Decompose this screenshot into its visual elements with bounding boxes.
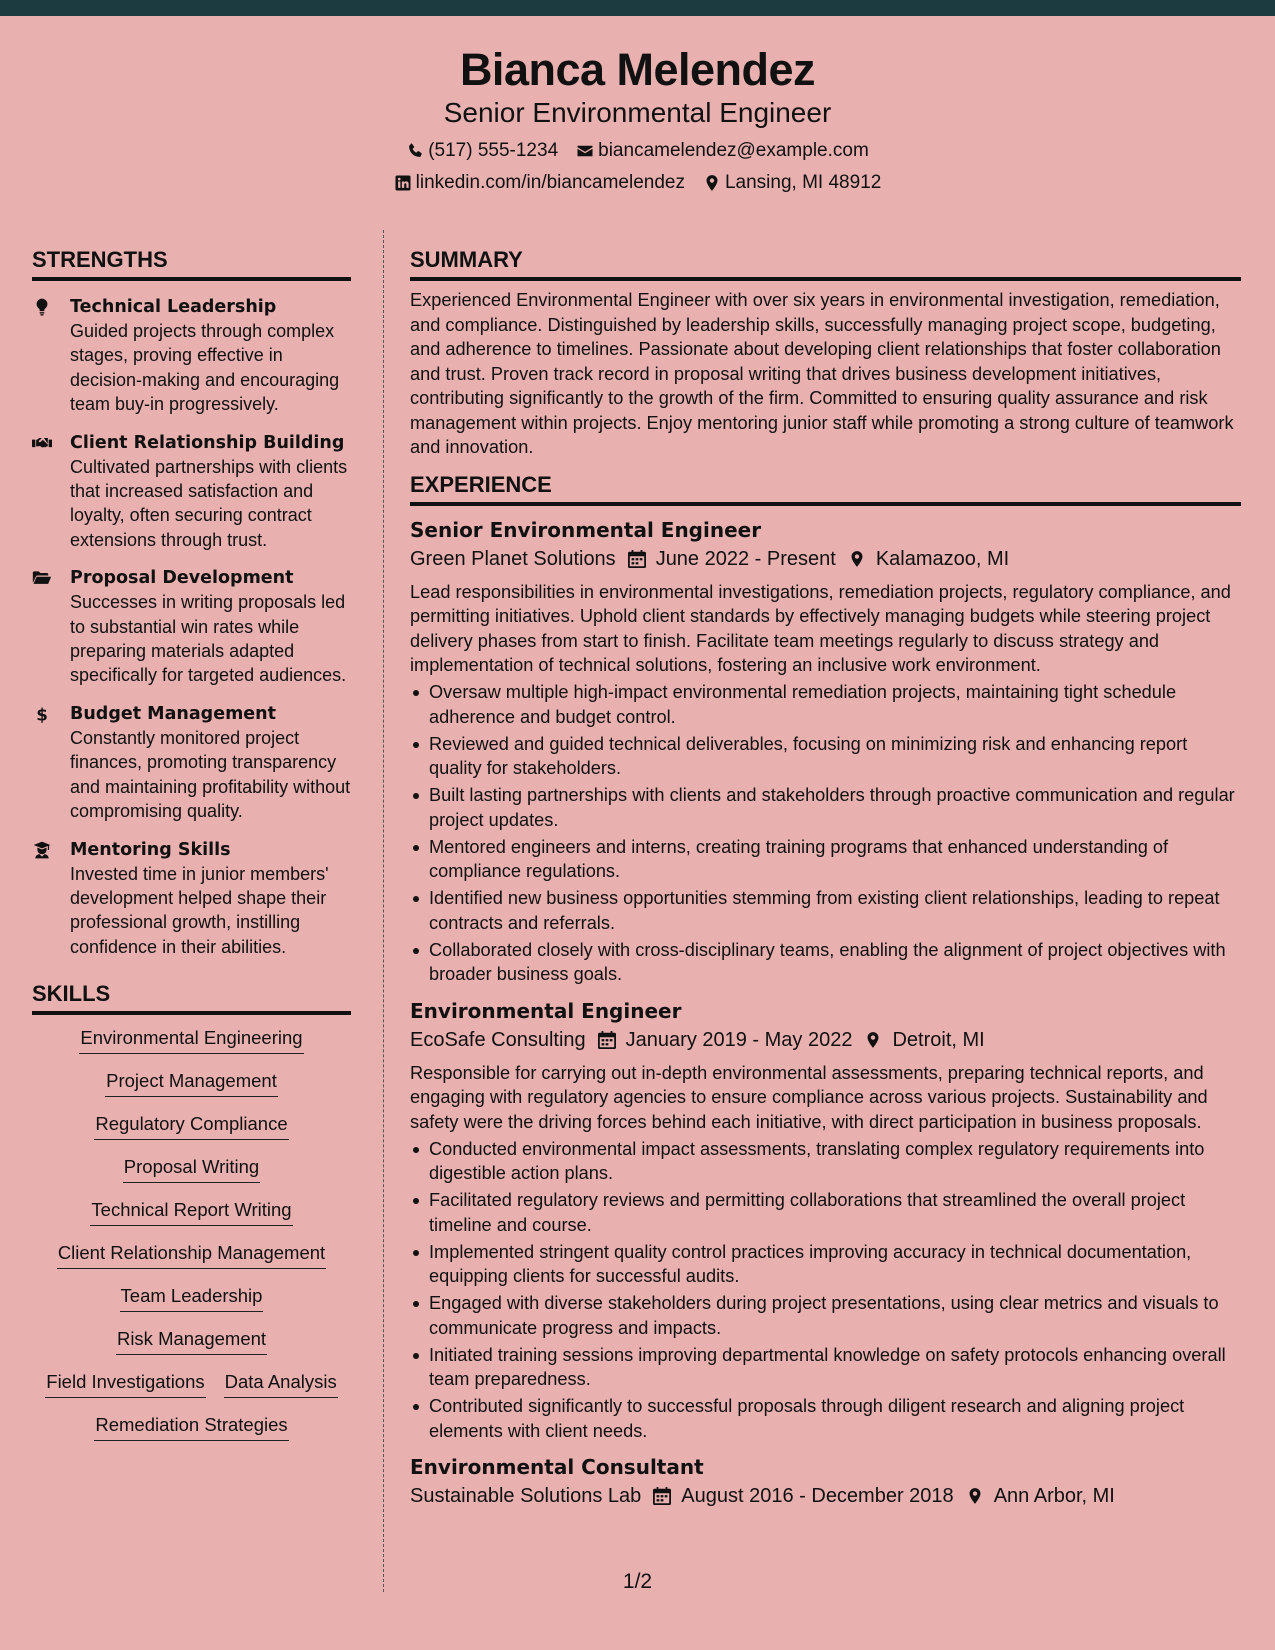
skill-row: [32, 1369, 351, 1398]
bullet-item: Initiated training sessions improving departmental knowledge on safety protocols enhancing overall team preparedness.: [410, 1343, 1241, 1392]
skill-row: [32, 1197, 351, 1226]
strength-item: [32, 566, 351, 688]
dollar-icon: [32, 704, 52, 724]
map-pin-icon: [848, 549, 866, 569]
skill-tag: Environmental Engineering: [79, 1025, 303, 1054]
skills-list: [32, 1025, 351, 1441]
email-contact[interactable]: [576, 140, 869, 162]
job-dates: August 2016 - December 2018: [681, 1485, 954, 1507]
strength-title: Mentoring Skills: [70, 839, 231, 860]
skill-row: [32, 1025, 351, 1054]
strength-desc: Successes in writing proposals led to substantial win rates while preparing materials adapted specifically for targeted audiences.: [70, 592, 347, 686]
experience-heading: EXPERIENCE: [410, 470, 1241, 506]
job-description: Lead responsibilities in environmental investigations, remediation projects, regulatory compliance, and permitting initiatives. Uphold client standards by effectively managing budgets while steering project delivery phases from start to finish. Facilitate team meetings regularly to discuss strategy and implementation of technical solutions, fostering an inclusive work environment.: [410, 581, 1231, 675]
map-pin-icon: [703, 174, 721, 192]
location-contact: [703, 172, 881, 194]
job-location: Ann Arbor, MI: [993, 1485, 1115, 1507]
phone-contact: [406, 140, 558, 162]
job-meta: [410, 1481, 1241, 1511]
phone-icon: [406, 142, 424, 160]
bullet-item: Reviewed and guided technical deliverables, focusing on minimizing risk and enhancing report quality for stakeholders.: [410, 732, 1241, 781]
job-company: Sustainable Solutions Lab: [410, 1485, 642, 1507]
skill-tag: Client Relationship Management: [57, 1240, 326, 1269]
job-entry: [410, 1453, 1241, 1511]
bullet-item: Engaged with diverse stakeholders during project presentations, using clear metrics and visuals to communicate progress and impacts.: [410, 1291, 1241, 1340]
job-entry: [410, 516, 1241, 987]
email-link[interactable]: biancamelendez@example.com: [598, 140, 869, 161]
job-title: Environmental Consultant: [410, 1455, 704, 1479]
page-number: 1/2: [622, 1570, 653, 1593]
strength-title: Proposal Development: [70, 568, 294, 589]
contact-row-1: [0, 140, 1275, 162]
job-title: Senior Environmental Engineer: [410, 517, 762, 542]
skill-tag: Proposal Writing: [123, 1154, 260, 1183]
location-text: Lansing, MI 48912: [724, 172, 882, 193]
linkedin-link[interactable]: linkedin.com/in/biancamelendez: [415, 172, 685, 193]
skill-tag: Team Leadership: [120, 1283, 264, 1312]
job-entry: [410, 997, 1241, 1444]
job-description: Responsible for carrying out in-depth environmental assessments, preparing technical reports, and engaging with regulatory agencies to ensure compliance across various projects. Sustainability and safety were the driving forces behind each initiative, with direct participation in business proposals.: [410, 1062, 1208, 1132]
skill-row: [32, 1412, 351, 1441]
bullet-item: Oversaw multiple high-impact environmental remediation projects, maintaining tight schedule adherence and budget control.: [410, 680, 1241, 729]
handshake-icon: [32, 433, 52, 453]
job-dates: January 2019 - May 2022: [625, 1028, 853, 1051]
strength-desc: Guided projects through complex stages, proving effective in decision-making and encouraging team buy-in progressively.: [70, 321, 340, 415]
top-color-bar: [0, 0, 1275, 16]
skill-row: [32, 1068, 351, 1097]
column-divider: [383, 230, 384, 1592]
strength-title: Client Relationship Building: [70, 432, 345, 453]
strength-item: [32, 431, 351, 553]
linkedin-contact[interactable]: [394, 172, 685, 194]
strength-desc: Cultivated partnerships with clients that increased satisfaction and loyalty, often securing contract extensions through trust.: [70, 456, 348, 550]
strength-desc: Constantly monitored project finances, promoting transparency and maintaining profitability without compromising quality.: [70, 727, 351, 822]
calendar-icon: [653, 1486, 671, 1506]
skill-tag: Project Management: [105, 1068, 278, 1097]
envelope-icon: [576, 142, 594, 160]
folder-open-icon: [32, 568, 52, 588]
job-title: Environmental Engineer: [410, 998, 682, 1023]
strengths-heading: STRENGTHS: [32, 245, 351, 281]
skill-row: [32, 1326, 351, 1355]
candidate-title: Senior Environmental Engineer: [443, 97, 832, 128]
svg-text:$: $: [36, 705, 48, 724]
calendar-icon: [628, 549, 646, 569]
skill-row: [32, 1111, 351, 1140]
phone-text: (517) 555-1234: [428, 140, 559, 161]
strength-desc: Invested time in junior members' development helped shape their professional growth, instilling confidence in their abilities.: [70, 863, 329, 957]
strength-item: [32, 295, 351, 417]
map-pin-icon: [864, 1030, 882, 1050]
skill-tag: Technical Report Writing: [90, 1197, 292, 1226]
strength-item: [32, 702, 351, 824]
skill-row: [32, 1240, 351, 1269]
job-dates: June 2022 - Present: [655, 547, 836, 570]
job-bullets: [410, 680, 1241, 987]
linkedin-icon: [394, 174, 412, 192]
bullet-item: Implemented stringent quality control practices improving accuracy in technical documentation, equipping clients for successful audits.: [410, 1240, 1241, 1289]
bullet-item: Facilitated regulatory reviews and permitting collaborations that streamlined the overall project timeline and course.: [410, 1188, 1241, 1237]
strength-item: [32, 838, 351, 960]
bullet-item: Conducted environmental impact assessments, translating complex regulatory requirements into digestible action plans.: [410, 1137, 1241, 1186]
resume-header: [0, 16, 1275, 204]
lightbulb-icon: [32, 297, 52, 317]
calendar-icon: [598, 1030, 616, 1050]
right-column: [410, 245, 1241, 1511]
skill-tag: Field Investigations: [45, 1369, 205, 1398]
skill-tag: Regulatory Compliance: [94, 1111, 288, 1140]
skill-tag: Data Analysis: [224, 1369, 338, 1398]
summary-heading: SUMMARY: [410, 245, 1241, 281]
job-company: Green Planet Solutions: [410, 547, 616, 570]
strength-title: Budget Management: [70, 703, 276, 724]
job-location: Kalamazoo, MI: [875, 547, 1010, 570]
skill-row: [32, 1154, 351, 1183]
skill-tag: Remediation Strategies: [94, 1412, 288, 1441]
skill-row: [32, 1283, 351, 1312]
bullet-item: Collaborated closely with cross-disciplinary teams, enabling the alignment of project objectives with broader business goals.: [410, 938, 1241, 987]
teacher-icon: [32, 840, 52, 860]
bullet-item: Contributed significantly to successful proposals through diligent research and aligning project elements with client needs.: [410, 1394, 1241, 1443]
skill-tag: Risk Management: [116, 1326, 267, 1355]
candidate-name: Bianca Melendez: [459, 44, 816, 95]
contact-row-2: [0, 172, 1275, 194]
bullet-item: Mentored engineers and interns, creating training programs that enhanced understanding of compliance regulations.: [410, 835, 1241, 884]
job-bullets: [410, 1137, 1241, 1444]
job-meta: [410, 544, 1241, 574]
bullet-item: Identified new business opportunities stemming from existing client relationships, leading to repeat contracts and referrals.: [410, 886, 1241, 935]
left-column: [32, 245, 351, 1441]
job-meta: [410, 1025, 1241, 1055]
job-company: EcoSafe Consulting: [410, 1028, 586, 1051]
bullet-item: Built lasting partnerships with clients and stakeholders through proactive communication and regular project updates.: [410, 783, 1241, 832]
job-location: Detroit, MI: [892, 1028, 985, 1051]
summary-text: Experienced Environmental Engineer with over six years in environmental investigation, remediation, and compliance. Distinguished by leadership skills, successfully managing project scope, budgeting, and adherence to timelines. Passionate about developing client relationships that foster collaboration and trust. Proven track record in proposal writing that drives business development initiatives, contributing significantly to the growth of the firm. Committed to ensuring quality assurance and risk management within projects. Enjoy mentoring junior staff while promoting a strong culture of teamwork and innovation.: [410, 290, 1234, 457]
map-pin-icon: [966, 1486, 984, 1506]
strength-title: Technical Leadership: [70, 297, 277, 317]
skills-heading: SKILLS: [32, 979, 351, 1015]
